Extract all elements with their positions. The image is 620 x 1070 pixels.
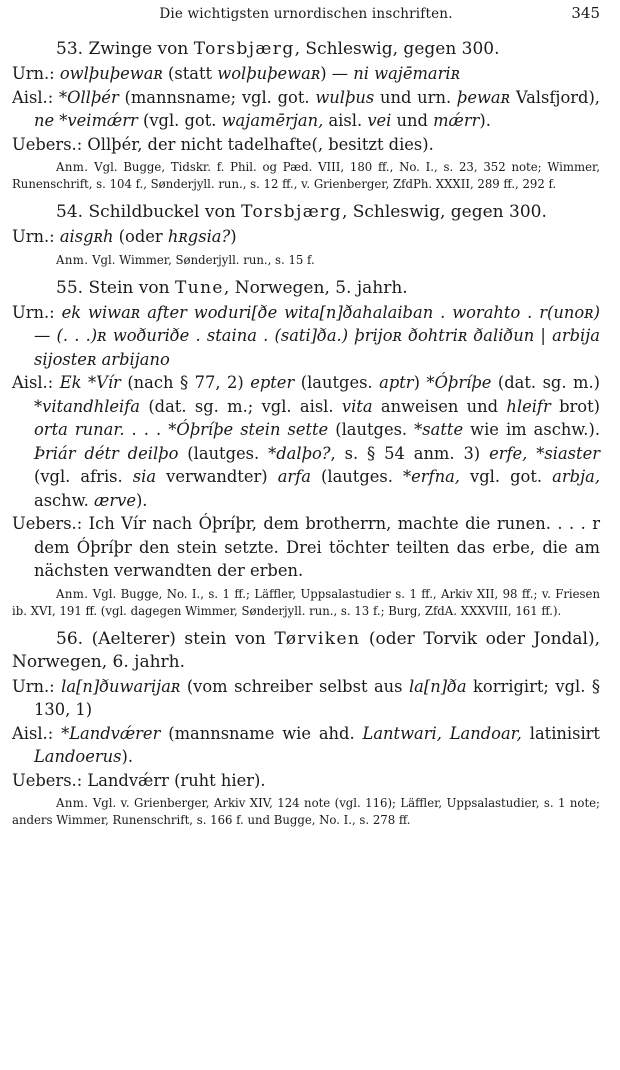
text: Valsfjord), — [510, 87, 600, 107]
line-label: Urn.: — [12, 64, 55, 83]
place-name: Torsbjærg — [241, 202, 342, 222]
old-icelandic-line — [12, 371, 600, 512]
runic-text: la[n]ða — [408, 676, 467, 696]
heading-text: Schildbuckel von — [88, 202, 236, 222]
place-name: Torsbjærg — [193, 39, 295, 59]
word: vita — [341, 396, 373, 416]
word: þewaʀ — [456, 87, 511, 107]
line-label: Urn.: — [12, 227, 55, 246]
entry-heading — [12, 628, 600, 674]
runic-text: wolþuþewaʀ — [217, 64, 321, 83]
translation-text: Ich Vír nach Óþríþr, dem brotherrn, machte die runen. . . . r dem Óþríþr den stein setzte. Drei töchter teilten das erbe, die am nächsten verwandten der erben. — [34, 514, 600, 580]
heading-text: , Schleswig, gegen 300. — [341, 202, 547, 222]
text: und urn. — [374, 87, 457, 107]
text: (dat. sg. m.) * — [34, 373, 600, 416]
annotation-note — [12, 795, 600, 829]
text: (vom schreiber selbst aus — [180, 676, 409, 696]
word: wajamērjan, — [221, 111, 324, 130]
text: und — [391, 111, 434, 130]
translation-text: Ollþér, der nicht tadelhafte(, besitzt dies). — [82, 134, 434, 154]
word: sia — [132, 467, 157, 486]
note-text: Vgl. Wimmer, Sønderjyll. run., s. 15 f. — [92, 252, 315, 267]
text: (lautges. * — [178, 443, 277, 463]
entry-heading — [12, 201, 600, 224]
word: siaster — [544, 443, 600, 463]
urnordic-line — [12, 62, 600, 86]
urnordic-line — [12, 225, 600, 249]
note-text: Vgl. Bugge, No. I., s. 1 ff.; Läffler, Uppsalastudier s. 1 ff., Arkiv XII, 98 ff.; v. Friesen ib. XVI, 191 ff. (vgl. dagegen Wimmer, Sønderjyll. run., s. 13 f.; Burg, ZfdA. XXXVIII, 161 ff.). — [12, 586, 600, 618]
text: (mannsname wie ahd. — [160, 723, 363, 743]
word: wulþus — [315, 87, 375, 107]
line-label: Uebers.: — [12, 514, 83, 533]
text: (statt — [162, 64, 218, 83]
text: (nach § 77, 2) — [120, 373, 251, 392]
translation-text: Landvǽrr (ruht hier). — [82, 770, 266, 790]
word: mǽrr — [433, 111, 480, 130]
word: satte — [422, 420, 464, 439]
text: , s. § 54 anm. 3) — [330, 443, 490, 463]
word: dalþo? — [276, 443, 331, 463]
running-head-title: Die wichtigsten urnordischen inschriften. — [159, 6, 453, 22]
text: ). — [121, 747, 134, 766]
text: verwandter) — [156, 467, 278, 486]
note-label: Anm. — [56, 586, 89, 601]
translation-line — [12, 769, 600, 793]
word: Óþríþe — [434, 373, 492, 392]
word: Landvǽrer — [69, 723, 161, 743]
heading-text: Stein von — [88, 277, 170, 298]
word: ne *veimǽrr — [34, 111, 138, 130]
text: * — [53, 723, 70, 743]
text: (lautges. — [294, 373, 380, 392]
text: ) — — [320, 64, 354, 83]
runic-text: owlþuþewaʀ — [59, 64, 163, 83]
word: ærve — [94, 490, 136, 510]
text: latinisirt — [521, 723, 600, 743]
annotation-note — [12, 252, 600, 269]
text: korrigirt; vgl. § 130, 1) — [34, 676, 600, 719]
runic-text: aisgʀh — [59, 227, 114, 246]
entry-heading — [12, 277, 600, 300]
line-label: Aisl.: — [12, 723, 54, 743]
word: Ollþér — [67, 87, 119, 107]
word: arfa — [277, 467, 311, 486]
runic-text: la[n]ðuwarijaʀ — [61, 676, 181, 696]
runic-text: hʀgsia? — [167, 227, 231, 246]
text: (lautges. * — [310, 467, 412, 486]
note-label: Anm. — [56, 252, 89, 267]
word: arbja, — [552, 467, 600, 486]
line-label: Uebers.: — [12, 134, 83, 154]
word: vitandhleifa — [42, 396, 140, 416]
inscription-entry-55 — [12, 277, 600, 620]
text: anweisen und — [372, 396, 507, 416]
text: aschw. — [34, 490, 95, 510]
entry-number: 56. — [56, 628, 84, 649]
urnordic-line — [12, 301, 600, 372]
entry-number: 54. — [56, 202, 84, 222]
heading-text: , Schleswig, gegen 300. — [294, 39, 500, 59]
line-label: Uebers.: — [12, 770, 83, 790]
note-text: Vgl. Bugge, Tidskr. f. Phil. og Pæd. VIII, 180 ff., No. I., s. 23, 352 note; Wimmer, Runenschrift, s. 104 f., Sønderjyll. run., s. 12 ff., v. Grienberger, ZfdPh. XXXII, 289 ff., 292 f. — [12, 160, 601, 191]
word: hleifr — [506, 396, 551, 416]
place-name: Tune — [174, 277, 224, 298]
text: ). — [135, 490, 148, 510]
text: * — [53, 87, 68, 107]
word: orta runar. — [34, 420, 125, 439]
text: ) * — [413, 373, 435, 392]
note-label: Anm. — [56, 796, 89, 810]
text: (mannsname; vgl. got. — [118, 87, 316, 107]
text: brot) — [550, 396, 600, 416]
text: aisl. — [323, 111, 368, 130]
word: vei — [367, 111, 392, 130]
text: . . . * — [124, 420, 177, 439]
translation-line — [12, 133, 600, 157]
word: Landoerus — [34, 747, 122, 766]
line-label: Aisl.: — [12, 87, 54, 107]
text: * — [527, 443, 545, 463]
text: vgl. got. — [459, 467, 553, 486]
text: (oder — [113, 227, 168, 246]
running-head — [12, 0, 600, 30]
text: (lautges. * — [328, 420, 423, 439]
heading-text: , Norwegen, 5. jahrh. — [223, 277, 408, 298]
note-text: Vgl. v. Grienberger, Arkiv XIV, 124 note (vgl. 116); Läffler, Uppsalastudier, s. 1 note; anders Wimmer, Runenschrift, s. 166 f. und Bugge, No. I., s. 278 ff. — [12, 796, 600, 827]
inscription-entry-53 — [12, 38, 600, 193]
text: ) — [230, 227, 237, 246]
text: ). — [479, 111, 491, 130]
place-name: Tørviken — [274, 628, 361, 649]
heading-text: (oder Torvik oder Jondal), Norwegen, 6. jahrh. — [12, 628, 601, 672]
word: aptr — [379, 373, 414, 392]
annotation-note — [12, 586, 600, 620]
entry-number: 53. — [56, 39, 84, 59]
line-label: Aisl.: — [12, 373, 54, 392]
word: Lantwari, Landoar, — [362, 723, 522, 743]
word: Óþríþe stein sette — [176, 420, 329, 439]
urnordic-line — [12, 675, 600, 722]
word: epter — [250, 373, 295, 392]
old-icelandic-line — [12, 86, 600, 133]
inscription-entry-54 — [12, 201, 600, 269]
translation-line — [12, 512, 600, 583]
entry-heading — [12, 38, 600, 61]
line-label: Urn.: — [12, 302, 55, 322]
inscription-entry-56 — [12, 628, 600, 830]
runic-text: ek wiwaʀ after woduri[ðe wita[n]ðahalaiban . worahto . r(unoʀ) — (. . .)ʀ woðuriðe . staina . (sati]ða.) þrijoʀ ðohtriʀ ðaliðun | arbija sijosteʀ arbijano — [34, 302, 600, 369]
heading-text: Zwinge von — [88, 39, 189, 59]
text: (vgl. afris. — [34, 467, 133, 486]
text: wie im aschw.). — [463, 420, 601, 439]
old-icelandic-line — [12, 722, 600, 769]
runic-text: ni wajēmariʀ — [353, 64, 461, 83]
annotation-note — [12, 159, 600, 193]
entry-number: 55. — [56, 277, 84, 298]
heading-text: (Aelterer) stein von — [91, 628, 266, 649]
word: Þriár détr deilþo — [34, 443, 179, 463]
text: (dat. sg. m.; vgl. aisl. — [139, 396, 342, 416]
note-label: Anm. — [56, 160, 89, 174]
page-number: 345 — [571, 4, 600, 22]
text: (vgl. got. — [137, 111, 222, 130]
line-label: Urn.: — [12, 676, 55, 696]
word: erfe, — [489, 443, 528, 463]
word: Ek *Vír — [59, 373, 121, 392]
word: erfna, — [411, 467, 460, 486]
